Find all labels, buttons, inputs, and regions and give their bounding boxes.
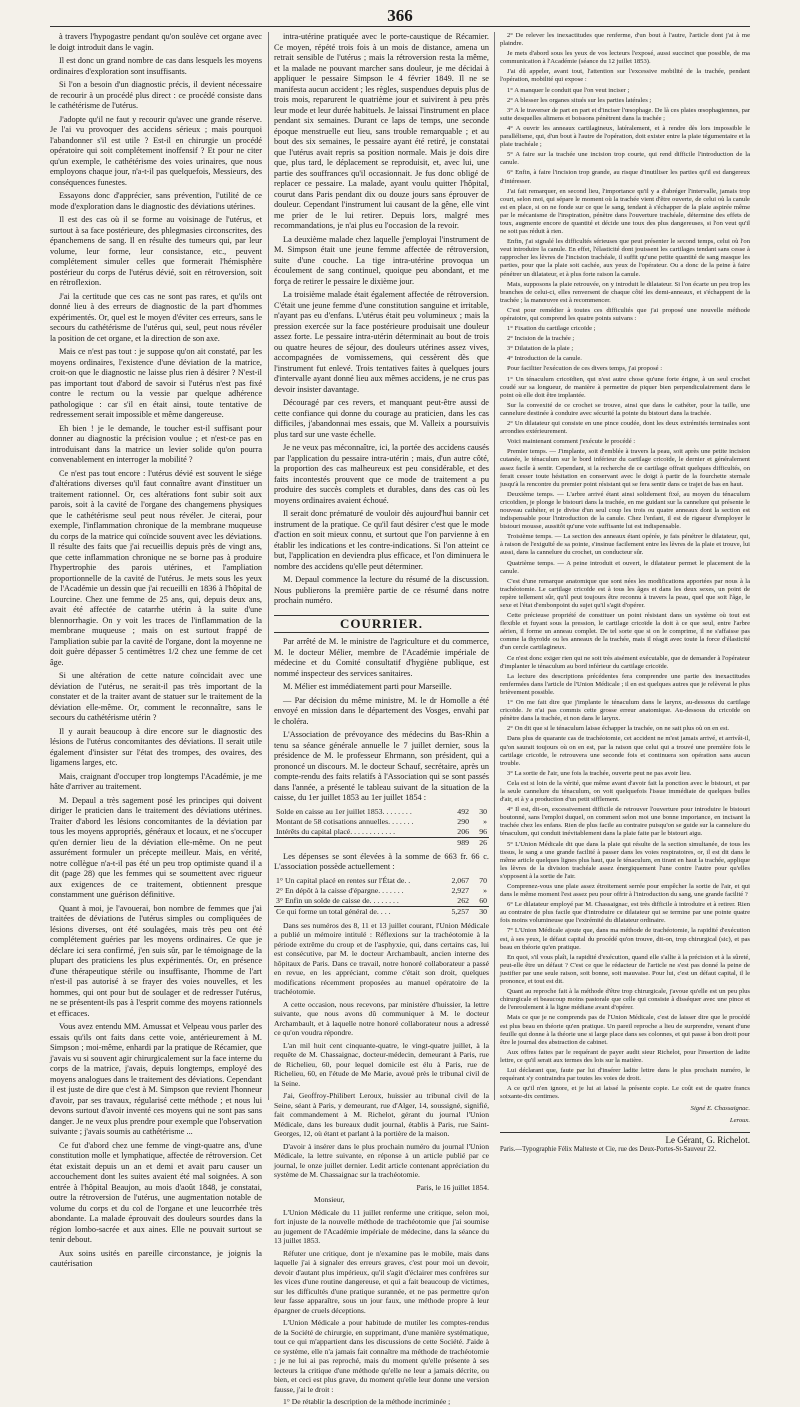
column-3 — [500, 32, 750, 1153]
account-row — [274, 807, 489, 817]
account-text: Les dépenses se sont élevées à la somme de 663 fr. 66 c. L'association possède actuellement : — [274, 851, 489, 871]
paragraph: 1° Fixation du cartilage cricoïde ; — [507, 325, 596, 333]
account-row — [274, 896, 489, 907]
paragraph: Mais ce que je ne comprends pas de l'Union Médicale, c'est de laisser dire que le procédé est plus beau en théorie qu'en pratique. Un pareil reproche a lieu de surprendre, venant d'une feuille qui donne à la théorie une si large place dans ses colonnes, et qui passe à bon droit pour être le journal des abstraction de cabinet. — [500, 1014, 750, 1046]
paragraph: En quoi, s'il vous plaît, la rapidité d'exécution, quand elle s'allie à la précision et à la sûreté, peut-elle être un défaut ? C'est ce que le rédacteur de l'article ne s'est pas donné la peine de justifier par une seule raison, soit bonne, soit mauvaise. Pour lui, c'est un défaut capital, il le prononce, et tout est dit. — [500, 953, 750, 986]
account-cell: 206 — [457, 826, 469, 836]
paragraph: Mais, craignant d'occuper trop longtemps l'Académie, je me hâte d'arriver au traitement. — [50, 771, 262, 791]
paragraph: Dans plus de quarante cas de trachéotomie, cet accident ne m'est jamais arrivé, et arrivât-il, qu'on saurait toujours où on en est, par la raison que celui qui a trouvé une première fois le cartilage cricoïde, le retrouvera une seconde fois et continuera son opération sans aucun trouble. — [500, 735, 750, 767]
gerant-line: Le Gérant, G. Richelot. — [500, 1132, 750, 1144]
paragraph: J'ai, Geoffroy-Philibert Leroux, huissier au tribunal civil de la Seine, séant à Paris, y demeurant, rue d'Alger, 14, soussigné, signifié, fait commandement à M. Richelot, gérant du journal l'Union Médicale, dans les bureaux dudit journal, établis à Paris, rue Saint-Georges, 12, où étant et parlant à la portière de la maison. — [274, 1091, 489, 1138]
column-divider — [268, 32, 269, 1100]
column-divider — [494, 32, 495, 1100]
paragraph: 1° Un ténaculum cricoïdien, qui n'est autre chose qu'une forte érigne, à un seul crochet coudé sur sa longueur, de manière à permettre de piquer bien perpendiculairement dans le point où elle doit être implantée. — [500, 375, 750, 399]
paragraph: 5° A faire sur la trachée une incision trop courte, qui rend difficile l'introduction de la canule. — [500, 151, 750, 167]
paragraph: Par arrêté de M. le ministre de l'agriculture et du commerce, M. le docteur Mélier, membre de l'Académie impériale de médecine et du Comité consultatif d'hygiène publique, est nommé inspecteur des services sanitaires. — [274, 637, 489, 678]
huissier-notice — [274, 921, 489, 1180]
paragraph: Mais ce n'est pas tout : je suppose qu'on ait constaté, par les moyens ordinaires, l'existence d'une déviation de la matrice, croit-on que le diagnostic ne laisse plus rien à désirer ? N'est-il pas important tout d'abord de savoir si l'utérus n'est pas fixé contre le rectum ou la vessie par quelque adhérence pathologique : car s'il en était ainsi, toute tentative de redressement serait impossible et même dangereuse. — [50, 347, 262, 419]
account-cell: » — [483, 885, 487, 895]
paragraph: Il y aurait beaucoup à dire encore sur le diagnostic des lésions de l'utérus concomitantes des déviations. Il serait utile également d'insister sur l'état des trompes, des ovaires, des ligamens larges, etc. — [50, 726, 262, 767]
paragraph: Pour faciliter l'exécution de ces divers temps, j'ai proposé : — [507, 365, 663, 373]
paragraph: D'avoir à insérer dans le plus prochain numéro du journal l'Union Médicale, la lettre suivante, en réponse à un article publié par ce journal, le onze juillet dernier. Ledit article contenant appréciation du système de M. Chassaignac sur la trachéotomie. — [274, 1141, 489, 1179]
paragraph: 2° On dit que si le ténaculum laisse échapper la trachée, on ne sait plus où on en est. — [507, 725, 729, 733]
account-cell: 26 — [471, 837, 489, 848]
paragraph: Ce n'est pas tout encore : l'utérus dévié est souvent le siége d'altérations diverses qu'il faut connaître avant d'instituer un traitement rationnel. Or, ces altérations font subir soit aux parois, soit à la cavité de l'organe des changemens physiques que le cathétérisme seul peut nous révéler. Je citerai, pour exemple, l'inflammation chronique de la membrane muqueuse du corps de la matrice qui coïncide souvent avec les déviations. Il résulte des faits que j'ai recueillis depuis près de vingt ans, que cette inflammation chronique ne se borne pas à produire l'hypertrophie des parois utérines, et l'ampliation proportionnelle de la cavité de l'utérus. Je mets sous les yeux de l'Académie un dessin que j'ai recueilli en 1836 à l'hôpital de Lourcine. Chez une femme de 25 ans, qui, depuis deux ans, avait été affectée de catarrhe utérin à la suite d'une blennorrhagie. On y voit les traces de l'inflammation de la membrane muqueuse ; mais on est surtout frappé de l'ampliation subie par la cavité de l'organe, dont la moyenne ne doit guère dépasser 5 centimètres 1/2 chez une femme de cet âge. — [50, 468, 262, 667]
account-table-receipts — [274, 807, 489, 848]
paragraph: Ce n'est donc exiger rien qui ne soit très aisément exécutable, que de demander à l'opérateur d'implanter le ténaculum au bord inférieur du cartilage cricoïde. — [500, 654, 750, 670]
imprint-line: Paris.—Typographie Félix Malteste et Cie, rue des Deux-Portes-St-Sauveur 22. — [500, 1145, 717, 1153]
paragraph: 3° A le traverser de part en part et d'inciser l'œsophage. De là ces plaies œsophagiennes, par suite desquelles alimens et boissons pénètrent dans la trachée ; — [500, 106, 750, 122]
paragraph: L'Union Médicale du 11 juillet renferme une critique, selon moi, fort injuste de la nouvelle méthode de trachéotomie que j'ai soumise au jugement de l'Académie impériale de médecine, dans la séance du 13 juillet 1853. — [274, 1207, 489, 1245]
paragraph: Troisième temps. — La section des anneaux étant opérée, je fais pénétrer le dilatateur, qui, à raison de l'exiguïté de sa pointe, s'insinue facilement entre les lèvres de la plaie et trouve, lui aussi, dans la cannelure du crochet, un conducteur sûr. — [500, 533, 750, 557]
paragraph: 2° Un dilatateur qui consiste en une pince coudée, dont les deux extrémités terminales sont arrondies extérieurement. — [500, 420, 750, 436]
paragraph: 2° De relever les inexactitudes que renferme, d'un bout à l'autre, l'article dont j'ai à me plaindre. — [500, 32, 750, 48]
paragraph: J'ai la certitude que ces cas ne sont pas rares, et qu'ils ont donné lieu à des erreurs de diagnostic de la part d'hommes expérimentés. Or, quel est le moyen d'éviter ces erreurs, sans le secours du cathétérisme de l'utérus qui, seul, peut nous révéler la position de cet organe, et la direction de son axe. — [50, 291, 262, 343]
signature: Signé E. Chassaignac. — [690, 1105, 750, 1113]
account-cell: 60 — [479, 895, 487, 905]
letter-text — [274, 1208, 489, 1407]
column-1 — [50, 32, 262, 1268]
page-number: 366 — [387, 6, 413, 25]
account-cell: Ce qui forme un total général de. . . . — [274, 906, 439, 917]
account-row — [274, 817, 489, 827]
account-row — [274, 886, 489, 896]
paragraph: Deuxième temps. — L'arbre arrivé étant ainsi solidement fixé, au moyen du ténaculum cricoïdien, je plonge le bistouri dans la trachée, en me guidant sur la cannelure qui présente le nouveau cathéter, et je divise d'un seul coup les trois ou quatre anneaux dont la section est indispensable pour l'introduction de la canule. Chez l'enfant, il est de rigueur d'employer le bistouri mousse, aussitôt qu'une voie suffisante lui est indispensable. — [500, 490, 750, 531]
paragraph: Mais, supposons la plaie retrouvée, on y introduit le dilatateur. Si l'on écarte un peu trop les branches de celui-ci, elles renversent de chaque côté les demi-anneaux, et s'échappent de la trachée ; la manœuvre est à recommencer. — [500, 280, 750, 304]
paragraph: Aux offres faites par le requérant de payer audit sieur Richelot, pour l'insertion de ladite lettre, ce qu'il serait aux termes des lois sur la matière. — [500, 1048, 750, 1064]
paragraph: L'an mil huit cent cinquante-quatre, le vingt-quatre juillet, à la requête de M. Chassaignac, docteur-médecin, demeurant à Paris, rue de Richelieu, 60, pour lequel domicile est élu à Paris, rue de Richelieu, 60, en l'étude de Me Marie, avoué près le tribunal civil de la Seine. — [274, 1040, 489, 1088]
paragraph: 4° A ouvrir les anneaux cartilagineux, latéralement, et à rendre dès lors impossible le parallélisme, qui, d'un bout à l'autre de l'opération, doit exister entre la plaie tégumentaire et la plaie trachéale ; — [500, 124, 750, 149]
account-row — [274, 876, 489, 886]
paragraph: M. Depaul a très sagement posé les principes qui doivent diriger le praticien dans le traitement des déviations utérines. Traiter d'abord les lésions concomitantes de la déviation par tous les moyens appropriés, généraux et locaux, et ne s'occuper qu'en dernier lieu de la déviation elle-même. On ne peut assurément formuler un précepte meilleur. Mais, en vérité, notre collègue n'a-t-il pas été un peu trop optimiste quand il a dit (page 28) que les femmes qui se soumettent avec rigueur aux exigences de ce traitement, obtiennent presque constamment une guérison définitive. — [50, 795, 262, 899]
paragraph: 4° Il est, dit-on, excessivement difficile de retrouver l'ouverture pour introduire le bistouri boutonné, sans l'emploi duquel, on comment selon moi une bonne importance, en incisant la trachée chez les enfans. Rien de plus facile au contraire puisqu'on se guide sur la cannelure du ténaculum, qui conduit inévitablement dans la plaie faite par le bistouri aigu. — [500, 806, 750, 838]
paragraph: M. Depaul commence la lecture du résumé de la discussion. Nous publierons la première partie de ce résumé dans notre prochain numéro. — [274, 575, 489, 605]
paragraph: Je mets d'abord sous les yeux de vos lecteurs l'exposé, aussi succinct que possible, de ma communication à l'Académie (séance du 12 juillet 1853). — [500, 50, 750, 66]
paragraph: La deuxième malade chez laquelle j'employai l'instrument de M. Simpson était une jeune femme affectée de rétroversion, suite d'une couche. La tige intra-utérine provoqua un écoulement de sang continuel, quoique peu abondant, et me força de retirer le pessaire le dixième jour. — [274, 234, 489, 286]
account-cell: 989 — [439, 837, 471, 848]
paragraph: Cette précieuse propriété de constituer un point résistant dans un système où tout est flexible et fuyant sous la pression, le cartilage cricoïde la doit à ce que seul, entre l'arbre aérien, il forme un anneau complet. De tel sorte que si on le comprime, il ne s'affaisse pas comme la thyroïde ou les anneaux de la trachée, mais il réagit avec toute la force d'élasticité d'un cercle cartilagineux. — [500, 612, 750, 652]
account-cell: 290 — [457, 816, 469, 826]
paragraph: Quant à moi, je l'avouerai, bon nombre de femmes que j'ai traitées de déviations de l'utérus simples ou compliquées de lésions diverses, ont été soulagées, mais très peu ont été complétement guéries par les moyens ordinaires. Ce que je déclare ici sera confirmé, j'en suis sûr, par le témoignage de la plupart des praticiens les plus expérimentés. Or, en présence d'une thérapeutique stérile ou insuffisante, l'homme de l'art n'est-il pas autorisé à se frayer des voies nouvelles, et les hommes, qui ont pour but de soulager et de redresser l'utérus, ne se présentent-ils pas à l'esprit comme des moyens rationnels et efficaces. — [50, 903, 262, 1018]
paragraph: Réfuter une critique, dont je n'examine pas le mobile, mais dans laquelle j'ai à signaler des erreurs graves, c'est pour moi un devoir, devoir d'autant plus impérieux, qu'il s'agit d'éclairer mes confrères sur les vices d'une routine dangereuse, et qui a fait beaucoup de victimes, sur les difficultés d'une pratique surannée, et ne pas permettre qu'on leur fasse apparaître, sous un jour faux, une méthode propre à leur épargner de cruels déceptions. — [274, 1248, 489, 1315]
account-cell: 1° Un capital placé en rentes sur l'État de. . — [276, 875, 411, 885]
column-2 — [274, 32, 489, 1406]
paragraph: J'ai fait remarquer, en second lieu, l'importance qu'il y a d'abréger l'intervalle, jamais trop court, selon moi, qui sépare le moment où la trachée vient d'être ouverte, de celui où la canule est en place, si on ne fonde sur ce que le sang, tendant à s'échapper de la plaie aspirée même par le mécanisme de l'inspiration, pénètre dans l'ouverture trachéale, détermine des effets de toux, augmente encore de quantité et décide une toux des plus dangereuses, si l'on veut qu'il ne soit pas réduit à rien. — [500, 187, 750, 236]
account-cell: Solde en caisse au 1er juillet 1853. . . . . . . . — [276, 806, 412, 816]
paragraph: Il est donc un grand nombre de cas dans lesquels les moyens ordinaires d'exploration sont insuffisants. — [50, 56, 262, 76]
paragraph: 6° Enfin, à faire l'incision trop grande, au risque d'inutiliser les parties qu'il est dangereux d'intéresser. — [500, 169, 750, 185]
account-cell: 30 — [479, 806, 487, 816]
paragraph: intra-utérine pratiquée avec le porte-caustique de Récamier. Ce moyen, répété trois fois à un mois de distance, amena un retrait sensible de l'utérus ; mais la rétroversion resta la même, et la malade ne pouvant marcher sans douleur, je me décidai à appliquer le pessaire Simpson le 4 février 1849. Il ne se manifesta aucun accident ; les règles, suspendues depuis plus de trois mois, reparurent le quatrième jour et suivirent à peu près leur mode et leur durée habituels. Je laissai l'instrument en place pendant six semaines. Durant ce laps de temps, une seconde époque menstruelle eut lieu, sans trouble remarquable ; et au bout des six semaines, le pessaire ayant été retiré, je constatai que l'utérus avait repris sa position normale. Mais je dois dire que, plus tard, le déplacement se reproduisit, et, avec lui, une partie des souffrances qu'il occasionnait. Je fus donc obligé de replacer ce pessaire. La malade, ayant voulu quitter l'hôpital, courut dans Paris pendant dix ou douze jours sans éprouver de douleur. Cependant l'instrument lui causant de la gêne, elle vint me prier de le lui retirer. Depuis lors, malgré mes recommandations, je n'ai plus eu l'occasion de la revoir. — [274, 32, 489, 230]
paragraph: Premier temps. — J'implante, soit d'emblée à travers la peau, soit après une petite incision cutanée, le ténaculum sur le bord inférieur du cartilage cricoïde, le dernier et généralement assez facile à sentir. Cependant, si la recherche de ce cartilage offrait quelques difficultés, on ferait cesser toute hésitation en conservant avec le doigt à partir de la fourchette sternale jusqu'à la rencontre du premier point résistant qui se fera sentir dans ce trajet de bas en haut. — [500, 448, 750, 488]
paragraph: à travers l'hypogastre pendant qu'on soulève cet organe avec le doigt introduit dans le vagin. — [50, 32, 262, 52]
paragraph: Quatrième temps. — A peine introduit et ouvert, le dilatateur permet le placement de la canule. — [500, 559, 750, 575]
paragraph: 1° A manquer le conduit que l'on veut inciser ; — [507, 86, 630, 94]
paragraph: 2° A blesser les organes situés sur les parties latérales ; — [507, 96, 652, 104]
account-table-assets — [274, 876, 489, 917]
paragraph: C'est pour remédier à toutes ces difficultés que j'ai proposé une nouvelle méthode opératoire, qui comprend les quatre points suivans : — [500, 306, 750, 322]
paragraph: Aux soins usités en pareille circonstance, je joignis la cautérisation — [50, 1248, 262, 1268]
account-cell: 2,927 — [451, 885, 469, 895]
paragraph: 4° Introduction de la canule. — [507, 355, 582, 363]
account-cell: Montant de 58 cotisations annuelles. . . . . . . — [276, 816, 414, 826]
paragraph: L'Association de prévoyance des médecins du Bas-Rhin a tenu sa séance générale annuelle le 7 juillet dernier, sous la présidence de M. le professeur Ehrmann, son président, qui a prononcé un discours. M. le docteur Schauf, secrétaire, après un compte-rendu des faits relatifs à l'Association qui se sont passés dans l'année, a présenté le tableau suivant de la situation de la caisse, du 1er juillet 1853 au 1er juillet 1854 : — [274, 730, 489, 802]
paragraph: 3° Dilatation de la plaie ; — [507, 345, 574, 353]
account-cell: 262 — [457, 895, 469, 905]
paragraph: Si une altération de cette nature coïncidait avec une déviation de l'utérus, ne serait-il pas très important de la constater et de la traiter avant de statuer sur le traitement de la déviation elle-même. Or, comment le reconnaître, sans le secours du cathétérisme utérin ? — [50, 671, 262, 722]
paragraph: 1° De rétablir la description de la méthode incriminée ; — [283, 1397, 451, 1406]
account-cell: Intérêts du capital placé. . . . . . . . . . . . — [276, 826, 396, 836]
paragraph: — Par décision du même ministre, M. le dr Homolle a été envoyé en mission dans le département des Vosges, envahi par le choléra. — [274, 695, 489, 726]
paragraph: Eh bien ! je le demande, le toucher est-il suffisant pour donner au diagnostic la précision voulue ; et n'est-ce pas en introduisant dans la matrice un levier solide qu'on pourra convenablement en interroger la mobilité ? — [50, 423, 262, 464]
discussion-text — [274, 32, 489, 607]
paragraph: 1° On me fait dire que j'implante le ténaculum dans le larynx, au-dessous du cartilage cricoïde. Je n'ai pas commis cette grosse erreur anatomique. Au-dessous du cricoïde on pénètre dans la trachée, et non dans le larynx. — [500, 699, 750, 723]
account-cell: 2° En dépôt à la caisse d'épargne. . . . . . . — [276, 885, 404, 895]
paragraph: Comprenez-vous une plaie assez étroitement serrée pour empêcher la sortie de l'air, et qui dans le même moment l'est assez peu pour offrir à l'introduction du sang, une grande facilité ? — [500, 883, 750, 899]
paragraph: 7° L'Union Médicale ajoute que, dans ma méthode de trachéotomie, la rapidité d'exécution est, à ses yeux, le défaut capital du procédé qu'on trouve, dit-on, trop chirurgical (sic), et pas beau en théorie qu'en pratique. — [500, 927, 750, 951]
paragraph: Enfin, j'ai signalé les difficultés sérieuses que peut présenter le second temps, celui où l'on veut introduire la canule. En effet, l'élasticité dont jouissent les cartilages tendant sans cesse à rapprocher les lèvres de l'incision trachéale, il suffit qu'une petite quantité de sang masque les parties, pour que la plaie soit cachée, aux yeux de l'opérateur. Ou a donc de la peine à faire pénétrer un dilatateur, et à plus forte raison la canule. — [500, 238, 750, 278]
letter-date: Paris, le 16 juillet 1854. — [416, 1182, 489, 1192]
paragraph: Si l'on a besoin d'un diagnostic précis, il devient nécessaire de recourir à un procédé plus direct : ce procédé consiste dans le cathétérisme de l'utérus. — [50, 80, 262, 110]
paragraph: 2° Incision de la trachée ; — [507, 335, 575, 343]
account-total-row — [274, 906, 489, 917]
letter-salutation: Monsieur, — [314, 1195, 345, 1204]
paragraph: L'Union Médicale a pour habitude de mutiler les comptes-rendus de la Société de chirurgie, en supprimant, d'une manière systématique, tout ce qui m'appartient dans les discussions de cette Société. J'aide à ce système, elle n'a jamais fait connaître ma méthode de trachéotomie ; je ne lui ai pas reproché, mais du moment qu'elle présente à ses lecteurs la critique d'une méthode qu'elle ne leur a jamais décrite, ou bien, et ceci est plus grave, du moment qu'elle leur donne une version fausse, j'ai le droit : — [274, 1318, 489, 1394]
account-cell: 3° Enfin un solde de caisse de. . . . . . . . — [276, 895, 399, 905]
paragraph: Cela est si loin de la vérité, que même avant d'avoir fait la ponction avec le bistouri, et par la seule cannelure du ténaculum, on voit quelquefois l'issue immédiate de quelques bulles d'air, et à y a production d'un petit sifflement. — [500, 779, 750, 804]
paragraph: 6° Le dilatateur employé par M. Chassaignac, est très difficile à introduire et à retirer. Rien au contraire de plus facile que d'introduire ce dilatateur qui se termine par une pointe quatre fois moins volumineuse que l'extrémité du dilatateur ordinaire. — [500, 901, 750, 925]
paragraph: Sur la convexité de ce crochet se trouve, ainsi que dans le cathéter, pour la taille, une cannelure destinée à conduire avec sécurité la pointe du bistouri dans la trachée. — [500, 401, 750, 417]
paragraph: M. Mélier est immédiatement parti pour Marseille. — [283, 682, 452, 691]
account-cell: » — [483, 816, 487, 826]
paragraph: Ce fut d'abord chez une femme de vingt-quatre ans, d'une constitution molle et lymphatique, affectée de rétroversion. Cet état existait depuis un an et demi et avait paru causer un accouchement dont les suites avaient été mal soignées. A son entrée à l'hôpital Beaujon, au mois d'août 1848, je constatai, outre la rétroversion de l'utérus, une augmentation notable de volume du corps et du col de l'organe et une leucorrhée très abondante. La malade éprouvait des douleurs sourdes dans la région lombo-sacrée et aux aines. Elle ne pouvait surtout se tenir debout. — [50, 1140, 262, 1244]
paragraph: Lui déclarant que, faute par lui d'insérer ladite lettre dans le plus prochain numéro, le requérant s'y contraindra par toutes les voies de droit. — [500, 1066, 750, 1083]
paragraph: J'adopte qu'il ne faut y recourir qu'avec une grande réserve. Je l'ai vu provoquer des accidens sérieux ; mais pourquoi l'abandonner s'il est utile ? Est-il en chirurgie un procédé opératoire qui soit complétement inoffensif ? Et pour ne citer qu'un exemple, le cathétérisme des voies urinaires, que nous employons chaque jour, n'a-t-il pas quelquefois, Messieurs, des conséquences funestes. — [50, 114, 262, 187]
paragraph: La troisième malade était également affectée de rétroversion. C'était une jeune femme d'une constitution sanguine et irritable, n'ayant pas eu d'enfans. L'utérus était peu volumineux ; mais la pression exercée sur la face postérieure produisait une douleur assez forte. Le pessaire intra-utérin déterminait au bout de trois ou quatre heures de séjour, des douleurs utérines assez vives, accompagnées de vomissemens, qui cessèrent dès que l'instrument fut enlevé. Trois tentatives faites à quelques jours d'intervalle ayant donné lieu aux mêmes accidens, je ne crus pas devoir insister davantage. — [274, 290, 489, 394]
paragraph: J'ai dû appeler, avant tout, l'attention sur l'excessive mobilité de la trachée, pendant l'opération, mobilité qui expose : — [500, 68, 750, 84]
paragraph: A cette occasion, nous recevons, par ministère d'huissier, la lettre suivante, que nous avons dû communiquer à M. le docteur Archambault, et à laquelle notre honoré collaborateur nous a adressé ce qu'on voudra répondre. — [274, 999, 489, 1037]
courrier-heading: COURRIER. — [274, 615, 489, 634]
paragraph: 5° L'Union Médicale dit que dans la plaie qui résulte de la section simultanée, de tous les tissus, le sang a une grande facilité à passer dans les voies respiratoires, or, il est dit dans le même article quelques lignes plus haut, que le ténaculum, en tirant en haut la trachée, applique les lèvres de la division trachéale assez énergiquement l'une contre l'autre pour qu'elles s'opposent à la sortie de l'air. — [500, 840, 750, 880]
paragraph: Dans ses numéros des 8, 11 et 13 juillet courant, l'Union Médicale a publié un mémoire intitulé : Réflexions sur la trachéotomie à la période extrême du croup et de l'asphyxie, qui, dans certains cas, lui est consécutive, par M. le docteur Archambault, ancien interne des hôpitaux de Paris. Dans ce travail, notre honoré collaborateur a passé en revue, en les appréciant, comme c'était son droit, quelques modifications récemment proposées au manuel opératoire de la trachéotomie. — [274, 920, 489, 996]
account-cell: 492 — [457, 806, 469, 816]
account-row — [274, 827, 489, 838]
paragraph: Je ne veux pas méconnaître, ici, la portée des accidens causés par l'application du pessaire intra-utérin ; mais, d'un autre côté, la proportion des cas malheureux est peu considérable, et des faits incontestés prouvent que ce mode de traitement a pu produire des succès complets et durables, dans des cas où les moyens ordinaires avaient échoué. — [274, 443, 489, 505]
paragraph: Quant au reproche fait à la méthode d'être trop chirurgicale, j'avoue qu'elle est un peu plus chirurgicale et beaucoup moins pastorale que celle qui consiste à disséquer avec une pince et de l'enroulement à la ligne médiane avant d'opérer. — [500, 988, 750, 1012]
account-cell: 2,067 — [451, 875, 469, 885]
paragraph: La lecture des descriptions précédentes fera comprendre une partie des inexactitudes renfermées dans l'article de l'Union Médicale ; il en est quelques autres que je relèverai le plus brièvement possible. — [500, 672, 750, 696]
account-cell: 70 — [479, 875, 487, 885]
account-cell: 30 — [471, 906, 489, 917]
paragraph: A ce qu'il n'en ignore, et je lui ai laissé la présente copie. Le coût est de quatre francs soixante-dix centimes. — [500, 1085, 750, 1101]
paragraph: Voici maintenant comment j'exécute le procédé : — [507, 438, 636, 446]
account-total-row — [274, 837, 489, 848]
paragraph: 3° La sortie de l'air, une fois la trachée, ouverte peut ne pas avoir lieu. — [507, 769, 692, 777]
paragraph: Découragé par ces revers, et manquant peut-être aussi de cette confiance qui donne du courage au praticien, dans les cas difficiles, j'abandonnai mes essais, que M. Valleix a poursuivis plus tard sur une vaste échelle. — [274, 398, 489, 439]
paragraph: Essayons donc d'apprécier, sans prévention, l'utilité de ce mode d'exploration dans le diagnostic des déviations utérines. — [50, 191, 262, 211]
paragraph: C'est d'une remarque anatomique que sont nées les modifications apportées par nous à la trachéotomie. Le cartilage cricoïde est à tous les âges et dans les deux sexes, un point de repère tellement sûr, qu'il peut toujours être reconnu à travers la peau, quel que soit l'âge, le sexe et l'état d'embonpoint du sujet qu'il s'agit d'opérer. — [500, 577, 750, 609]
paragraph: Vous avez entendu MM. Amussat et Velpeau vous parler des essais qu'ils ont faits dans cette voie, antérieurement à M. Simpson ; moi-même, enhardi par la pratique de Récamier, que j'avais vu si souvent agir chirurgicalement sur la face interne du corps de la matrice, j'avais, depuis longtemps, employé des moyens analogues dans le traitement des déviations. Cependant il est juste de dire que c'est à M. Simpson que revient l'honneur d'avoir, par ses travaux, régularisé cette méthode ; et nous lui devons surtout d'avoir inventé ces moyens qui ne sont pas sans danger. Je ne veux plus prendre pour exemple que l'observation suivante ; j'avais soumis au cathétérisme ... — [50, 1022, 262, 1136]
account-cell: 5,257 — [439, 906, 471, 917]
account-cell: 96 — [479, 826, 487, 836]
account-cell — [274, 837, 439, 848]
signature-huissier: Leroux. — [729, 1117, 750, 1125]
header-rule — [50, 26, 750, 27]
paragraph: Il serait donc prématuré de vouloir dès aujourd'hui bannir cet instrument de la pratique. Ce qu'il faut désirer c'est que le mode d'action en soit mieux connu, et surtout que l'on parvienne à en établir les indications et les contre-indications. Si l'on atteint ce but, l'application en deviendra plus efficace, et l'on diminuera le nombre des accidens qu'elle peut déterminer. — [274, 509, 489, 571]
paragraph: Il est des cas où il se forme au voisinage de l'utérus, et surtout à sa face postérieure, des phlegmasies circonscrites, des épanchemens de sang. Il en résulte des tumeurs qui, par leur volume, leur forme, leur consistance, etc., peuvent complétement simuler celles que formerait l'hémisphère postérieur du corps de l'utérus dévié, soit en rétroversion, soit en rétroflexion. — [50, 215, 262, 287]
courrier-text — [274, 637, 489, 804]
letter-continuation — [500, 32, 750, 1101]
